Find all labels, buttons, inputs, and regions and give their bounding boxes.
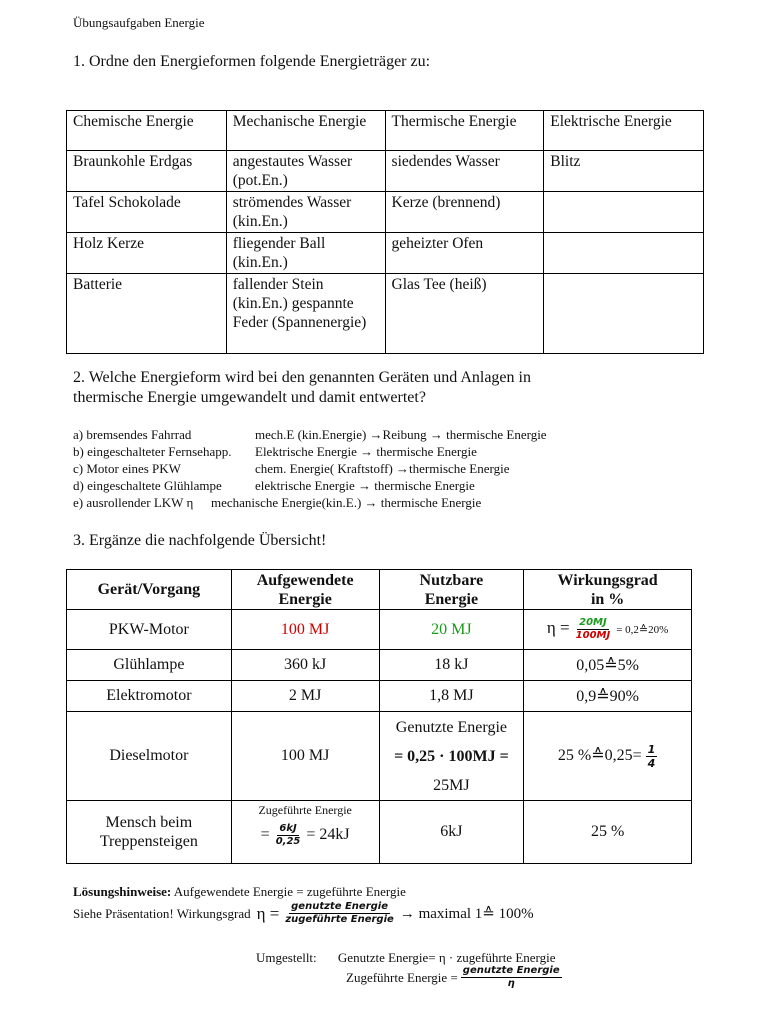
item-label: a) bremsendes Fahrrad: [73, 427, 192, 442]
item-answer: elektrische Energie → thermische Energie: [255, 478, 475, 493]
item-label: e) ausrollender LKW η: [73, 495, 194, 510]
header-cell: [379, 570, 524, 610]
fraction: [283, 902, 395, 925]
input-result: = 24kJ: [306, 826, 350, 844]
efficiency-result: = 0,2≙20%: [616, 624, 669, 637]
table-header-row: [67, 570, 692, 610]
table-cell: Batterie: [67, 274, 227, 354]
table-cell: siedendes Wasser: [385, 151, 544, 192]
table-row: [67, 610, 692, 650]
header-cell: Thermische Energie: [385, 111, 544, 151]
fraction-denominator: 0,25: [275, 836, 301, 847]
table-cell: [544, 192, 704, 233]
table-row: [67, 274, 704, 354]
table-cell: 100 MJ: [231, 712, 379, 801]
table-cell: geheizter Ofen: [385, 233, 544, 274]
table-cell: Tafel Schokolade: [67, 192, 227, 233]
table-cell: 2 MJ: [231, 681, 379, 712]
eta-symbol: η =: [256, 903, 280, 923]
table-cell: [524, 712, 692, 801]
useful-line: 25MJ: [433, 776, 470, 794]
device-line: Mensch beim: [105, 814, 193, 831]
table-cell: Glühlampe: [67, 650, 232, 681]
table-row: [67, 233, 704, 274]
efficiency-table: [66, 569, 692, 864]
table-cell: 25 %: [524, 801, 692, 864]
table-cell: 0,05≙5%: [524, 650, 692, 681]
table-cell: Elektromotor: [67, 681, 232, 712]
table-cell: Kerze (brennend): [385, 192, 544, 233]
fraction: [646, 744, 658, 769]
hint-label: Lösungshinweise:: [73, 884, 172, 899]
fraction: [461, 966, 562, 989]
header-line: Energie: [424, 590, 479, 608]
header-line: Wirkungsgrad: [557, 571, 658, 589]
table-cell: 100 MJ: [231, 610, 379, 650]
table-row: [67, 801, 692, 864]
header-line: Aufgewendete: [256, 571, 354, 589]
table-cell: [67, 801, 232, 864]
item-label: c) Motor eines PKW: [73, 461, 181, 476]
table-cell: 20 MJ: [379, 610, 524, 650]
table-cell: Braunkohle Erdgas: [67, 151, 227, 192]
item-label: d) eingeschaltete Glühlampe: [73, 478, 222, 493]
fraction-denominator: 4: [647, 756, 656, 770]
hint-label: Umgestellt:: [256, 950, 317, 965]
equals-sign: =: [260, 826, 270, 844]
table-header-row: [67, 111, 704, 151]
hint-text: Siehe Präsentation! Wirkungsgrad: [73, 905, 251, 921]
fraction: [274, 824, 303, 847]
header-cell: Elektrische Energie: [544, 111, 704, 151]
table-cell: angestautes Wasser (pot.En.): [226, 151, 385, 192]
fraction-numerator: 1: [647, 742, 656, 756]
table-cell: [524, 610, 692, 650]
header-cell: Chemische Energie: [67, 111, 227, 151]
table-cell: PKW-Motor: [67, 610, 232, 650]
fraction-denominator: 100MJ: [575, 630, 611, 641]
hint-text: → maximal 1≙ 100%: [399, 906, 534, 922]
task2-title-line: thermische Energie umgewandelt und damit entwertet?: [73, 389, 426, 406]
table-cell: 0,9≙90%: [524, 681, 692, 712]
energy-carriers-table: [66, 110, 704, 354]
table-row: [67, 681, 692, 712]
item-label: b) eingeschalteter Fernsehapp.: [73, 444, 232, 459]
task1-title: 1. Ordne den Energieformen folgende Energieträger zu:: [73, 53, 431, 70]
eta-symbol: η =: [546, 618, 570, 638]
task2-title: [73, 368, 531, 408]
table-cell: 1,8 MJ: [379, 681, 524, 712]
table-cell: Dieselmotor: [67, 712, 232, 801]
item-answer: chem. Energie( Kraftstoff) →thermische Energie: [255, 461, 510, 476]
hint-line: [346, 966, 562, 989]
fraction-denominator: η: [507, 978, 515, 989]
header-cell: Mechanische Energie: [226, 111, 385, 151]
item-answer: Elektrische Energie → thermische Energie: [255, 444, 477, 459]
table-cell: [231, 801, 379, 864]
item-answer: mech.E (kin.Energie) →Reibung → thermische Energie: [255, 427, 547, 442]
table-row: [67, 650, 692, 681]
table-cell: Glas Tee (heiß): [385, 274, 544, 354]
table-cell: Holz Kerze: [67, 233, 227, 274]
hint-text: Aufgewendete Energie = zugeführte Energie: [173, 884, 406, 899]
table-cell: strömendes Wasser (kin.En.): [226, 192, 385, 233]
table-cell: [379, 712, 524, 801]
table-cell: fallender Stein (kin.En.) gespannte Feder (Spannenergie): [226, 274, 385, 354]
page-header: Übungsaufgaben Energie: [73, 15, 205, 30]
hint-line: [73, 902, 534, 925]
input-equation: [236, 824, 375, 847]
table-row: [67, 192, 704, 233]
useful-line: = 0,25 · 100MJ =: [394, 747, 509, 765]
device-line: Treppensteigen: [99, 833, 198, 850]
table-cell: 18 kJ: [379, 650, 524, 681]
header-line: Energie: [278, 590, 332, 608]
table-row: [67, 151, 704, 192]
table-cell: [544, 274, 704, 354]
hint-line: [73, 884, 406, 900]
item-answer: mechanische Energie(kin.E.) → thermische Energie: [211, 495, 482, 510]
fraction-numerator: genutzte Energie: [462, 965, 560, 976]
table-cell: 360 kJ: [231, 650, 379, 681]
table-cell: fliegender Ball (kin.En.): [226, 233, 385, 274]
table-cell: [544, 233, 704, 274]
fraction: [574, 618, 613, 641]
hint-line: [256, 950, 556, 966]
fraction-numerator: genutzte Energie: [291, 901, 388, 912]
fraction-denominator: zugeführte Energie: [285, 914, 394, 925]
efficiency-text: 25 %≙0,25=: [557, 746, 642, 764]
header-line: in %: [590, 590, 625, 608]
hint-text: Zugeführte Energie =: [346, 969, 458, 985]
table-cell: 6kJ: [379, 801, 524, 864]
table-row: [67, 712, 692, 801]
task3-title: 3. Ergänze die nachfolgende Übersicht!: [73, 532, 327, 549]
input-label: Zugeführte Energie: [258, 803, 352, 817]
table-cell: Blitz: [544, 151, 704, 192]
header-cell: Gerät/Vorgang: [67, 570, 232, 610]
task2-title-line: 2. Welche Energieform wird bei den genannten Geräten und Anlagen in: [73, 369, 531, 386]
fraction-numerator: 6kJ: [279, 823, 297, 834]
header-line: Nutzbare: [419, 571, 484, 589]
header-cell: [231, 570, 379, 610]
header-cell: [524, 570, 692, 610]
fraction-numerator: 20MJ: [579, 617, 607, 628]
hint-text: Genutzte Energie= η · zugeführte Energie: [337, 950, 556, 965]
useful-line: Genutzte Energie: [395, 718, 507, 736]
